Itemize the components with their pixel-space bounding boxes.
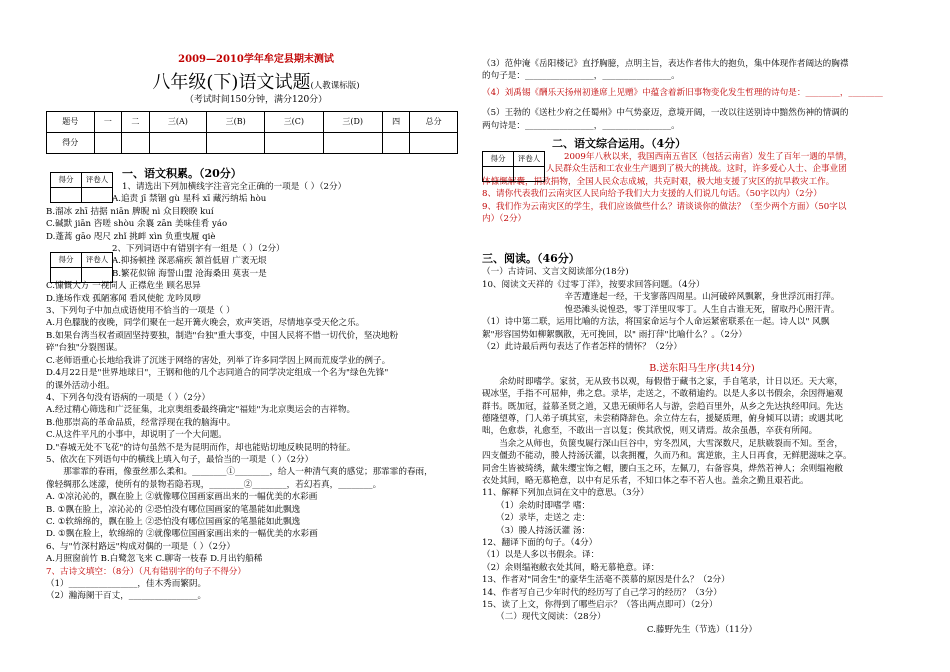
score-input-cell[interactable]: [149, 133, 207, 154]
score-table-header-row: [47, 112, 458, 133]
question-1-option: A.追责 jī 禁锢 gù 星科 xī 藏污纳垢 hòu: [112, 194, 267, 205]
passage-line: 群书。既加冠，益慕圣贤之道，又患无硕师名人与游，尝趋百里外，从乡之先达执经叩问。先达: [482, 401, 843, 412]
question-7-part[interactable]: （4）刘禹锡《酬乐天扬州初逢席上见赠》中蕴含着新旧事物变化发生哲理的诗句是：________，________: [482, 87, 883, 98]
question-5-option: C. ①软绵绵的，飘在脸上 ②恐怕没有哪位国画家的笔墨能如此飘逸: [46, 516, 301, 527]
question-10-part: （1）诗中第二联，运用比喻的方法，将国家命运与个人命运紧密联系在一起。诗人以" 风飘: [482, 317, 830, 328]
question-7-stem: 7、古诗文填空：（8分）（凡有错别字的句子不得分）: [46, 566, 246, 577]
question-7-part[interactable]: 的句子是：________________，________________。: [482, 71, 680, 82]
scorer-box-label: 得分: [483, 152, 514, 167]
passage-line: 咄，色愈恭，礼愈至，不敢出一言以复；俟其欣悦，则又请焉。故余虽愚，卒获有所闻。: [482, 426, 818, 437]
question-7-blank-line[interactable]: （1）________________，佳木秀而繁阴。: [46, 579, 207, 589]
question-3-option: B.如果台湾当权者顽固坚持要独，制造"台独"重大事变，中国人民将不惜一切代价，坚决地粉: [46, 330, 399, 341]
section-1: [46, 166, 466, 603]
scorer-box: [50, 172, 113, 203]
question-5-option: B. ①飘在脸上，凉沁沁的 ②恐怕没有哪位国画家的笔墨能如此飘逸: [46, 504, 301, 515]
question-12-item[interactable]: （2）余则缊袍敝衣处其间，略无慕艳意。译：: [482, 562, 660, 573]
question-4-option: A.经过精心筛选和广泛征集，北京奥组委最终确定"福娃"为北京奥运会的吉祥物。: [46, 405, 356, 416]
scorer-box-cell[interactable]: [82, 268, 113, 283]
scorer-box: [482, 151, 545, 182]
score-table-score-row: [47, 133, 458, 154]
question-3-option: C.老师语重心长地给我讲了沉迷于网络的害处，列举了许多同学因上网而荒废学业的例子。: [46, 355, 391, 366]
left-column: [46, 0, 466, 603]
scorer-box-label: 评卷人: [82, 173, 113, 188]
passage-line: 余幼时即嗜学。家贫，无从致书以观，每假借于藏书之家，手自笔录，计日以还。天大寒，: [499, 376, 843, 387]
score-input-cell[interactable]: [382, 133, 410, 154]
question-2-option: D.逢场作戏 孤陋寡闻 看风使舵 龙吟凤哕: [46, 293, 202, 304]
score-header-cell: 总分: [410, 112, 458, 133]
question-3-option: 碎"台独"分裂图谋。: [46, 343, 123, 354]
score-header-cell: 三(B): [207, 112, 265, 133]
question-6-stem: 6、与"竹深村路远"构成对偶的一项是（ ）（2分）: [46, 541, 236, 552]
question-15: 15、读了上文，你得到了哪些启示？（答出两点即可）（2分）: [482, 600, 718, 611]
question-1-option: C.碱默 jiān 咨嗟 shòu 余襄 zān 美味佳肴 yáo: [46, 219, 228, 230]
question-8: 8、请你代表我们云南灾区人民向给予我们大力支援的人们说几句话。（50字以内）（2分）: [482, 189, 822, 200]
scorer-box-label: 评卷人: [514, 152, 545, 167]
question-4-stem: 4、下列各句没有语病的一项是（ ）（2分）: [46, 392, 211, 403]
question-5-text: 那霏霏的春雨，像蚕丝那么柔和。________①________，给人一种清气爽的感觉；那霏霏的春雨，: [63, 467, 433, 478]
question-1-stem: 1、请选出下列加横线字注音完全正确的一项是（ ）（2分）: [122, 182, 347, 192]
poem-line: 惶恐滩头说惶恐，零丁洋里叹零丁。人生自古谁无死，留取丹心照汗青。: [564, 304, 840, 315]
scorer-box-cell[interactable]: [483, 167, 514, 182]
question-9: 内）（2分）: [482, 214, 527, 225]
question-11-item[interactable]: （3）媵人持汤沃灌 汤：: [496, 525, 591, 536]
question-4-option: B.他那崇高的革命品质，经常浮现在我的脑海中。: [46, 417, 236, 428]
question-2-option: C.慷慨大方 一视同人 正襟危坐 顾名思异: [46, 281, 201, 292]
scorer-box: [50, 252, 113, 283]
question-3-stem: 3、下列句子中加点成语使用不恰当的一项是（ ）: [46, 306, 235, 317]
question-1-option: D.蓬蒿 gāo 咫尺 zhǐ 挑衅 xìn 负重曳履 qiè: [46, 231, 216, 242]
title-block: [46, 72, 466, 94]
section-3-title: 三、阅读。（46分）: [482, 252, 580, 266]
score-input-cell[interactable]: [94, 133, 122, 154]
passage-line: 当余之从师也，负箧曳屣行深山巨谷中，穷冬烈风，大雪深数尺，足肤皲裂而不知。至舍，: [499, 438, 843, 449]
subsection-a-title: （一）古诗词、文言文阅读部分(18分): [482, 267, 629, 278]
score-input-cell[interactable]: [122, 133, 150, 154]
passage-line: 德隆望尊，门人弟子填其室，未尝稍降辞色。余立侍左右，援疑质理，俯身倾耳以请；或遇其叱: [482, 413, 843, 424]
question-9: 9、我们作为云南灾区的学生，我们应该做些什么？请谈谈你的做法？（至少两个方面）（50字以: [482, 201, 847, 212]
question-13: 13、作者对"同舍生"的豪华生活毫不羡慕的原因是什么？（2分）: [482, 575, 730, 586]
question-11-stem: 11、解释下列加点词在文中的意思。（3分）: [482, 488, 649, 499]
scorer-box-cell[interactable]: [514, 167, 545, 182]
passage-line: 四支僵劲不能动，媵人持汤沃灌，以衾拥覆，久而乃和。寓逆旅，主人日再食，无鲜肥滋味之享。: [482, 451, 852, 462]
question-4-option: D."春城无处不飞花"的诗句虽然不是为昆明而作，却也能贴切地反映昆明的特征。: [46, 442, 356, 453]
section-2-title: 二、语文综合运用。（4分）: [552, 137, 687, 151]
score-header-cell: 一: [94, 112, 122, 133]
passage-line: 同舍生皆被绮绣，戴朱缨宝饰之帽，腰白玉之环，左佩刀，右备容臭，烨然若神人；余则缊袍敝: [482, 463, 843, 474]
question-12-item[interactable]: （1）以是人多以书假余。译：: [482, 550, 600, 561]
question-4-option: C.从这件平凡的小事中，却说明了一个大问题。: [46, 430, 227, 441]
section-1-title: 一、语文积累。（20分）: [122, 167, 242, 180]
passage-title: B.送东阳马生序(共14分): [649, 363, 755, 375]
question-7-blank-line[interactable]: （2）瀚海阑干百丈，________________。: [46, 591, 207, 602]
score-header-cell: 二: [122, 112, 150, 133]
score-row-label: 得分: [47, 133, 95, 154]
time-score: （考试时间150分钟，满分120分）: [184, 95, 328, 105]
question-5-stem: 5、依次在下列语句中的横线上填入句子，最恰当的一项是（ ）（2分）: [46, 454, 314, 465]
question-2-option: B.繁花似锦 海誓山盟 沧海桑田 莫衷一是: [112, 268, 267, 279]
scorer-box-label: 得分: [51, 253, 82, 268]
score-header-cell: 题号: [47, 112, 95, 133]
section-2-text: 体慷慨解囊，捐款捐物，全国人民众志成城，共克时艰，极大地支援了灾区的抗旱救灾工作。: [482, 176, 835, 187]
question-12-stem: 12、翻译下面的句子。（4分）: [482, 538, 598, 548]
score-header-cell: 三(D): [323, 112, 382, 133]
question-3-option: D.4月22日是"世界地球日"，王钢和他的几个志同道合的同学决定组成一个名为"绿色先锋": [46, 368, 389, 379]
scorer-box-label: 评卷人: [82, 253, 113, 268]
question-7-part[interactable]: 两句诗是：________________，________________。: [482, 120, 680, 131]
question-11-item[interactable]: （2）录毕，走送之 走：: [496, 513, 591, 524]
question-3-option: 的课外活动小组。: [46, 380, 115, 391]
question-3-option: A.月色朦胧的夜晚，同学们聚在一起开篝火晚会，欢声笑语，尽情地享受天伦之乐。: [46, 318, 365, 329]
subject-title: 八年级(下)语文试题: [152, 72, 311, 93]
score-header-cell: 四: [382, 112, 410, 133]
score-header-cell: 三(A): [149, 112, 207, 133]
poem-line: 辛苦遭逢起一经，干戈寥落四周星。山河破碎风飘絮，身世浮沉雨打萍。: [564, 292, 840, 303]
score-table: [46, 111, 458, 154]
question-10-part: （2）此诗最后两句表达了作者怎样的情怀？（2分）: [482, 341, 682, 352]
question-1-option: B.溜冰 zhī 拮据 niān 脾睨 nì 众目睽睽 kuí: [46, 206, 214, 217]
question-7-part: （3）范仲淹《岳阳楼记》直抒胸臆，点明主旨，表达作者伟大的抱负，集中体现作者阔达的胸襟: [482, 59, 849, 69]
section-2-text: 2009年八秋以来，我国西南五省区（包括云南省）发生了百年一遇的旱情，: [564, 152, 853, 163]
question-2-option: A.抑扬顿挫 深恶痛疾 颔首低眉 广袤无垠: [112, 256, 267, 267]
question-6-options: A.月照窗前竹 B.白鹭忽飞来 C.聊寄一枝春 D.月出钓船稀: [46, 554, 263, 565]
passage-line: 砚冰坚，手指不可屈伸，弗之怠。录毕，走送之，不敢稍逾约。以是人多以书假余，余因得遍观: [482, 389, 843, 400]
question-7-continued: [482, 58, 922, 132]
scorer-box-cell[interactable]: [51, 188, 82, 203]
section-2: [482, 151, 922, 225]
score-input-cell[interactable]: [265, 133, 324, 154]
question-5-text: 像轻绸那么迷濛，使所有的景物若隐若现，________②________，若幻若真，________。: [46, 479, 382, 490]
passage-line: 衣处其间，略无慕艳意，以中有足乐者，不知口体之奉不若人也。盖余之勤且艰若此。: [482, 475, 809, 486]
question-2-stem: 2、下列词语中有错别字有一组是（ ）（2分）: [112, 244, 285, 255]
next-passage-title: C.藤野先生（节选）（11分）: [646, 624, 758, 635]
exam-title: 2009—2010学年牟定县期末测试: [178, 54, 334, 65]
question-7-part: （5）王勃的《送杜少府之任蜀州》中气势豪迈，意境开阔，一改以往送别诗中黯然伤神的情调的: [482, 108, 849, 119]
score-input-cell[interactable]: [410, 133, 458, 154]
question-5-option: D. ①飘在脸上，软绵绵的 ②就像哪位国画家画出来的一幅优美的水彩画: [46, 529, 318, 540]
question-10-part: 絮"形容国势如柳絮飘散，无可挽回，以" 雨打萍"比喻什么？。（2分）: [482, 329, 747, 340]
question-14: 14、作者写自己少年时代的经历写了自己学习的经历？（3分）: [482, 587, 722, 598]
score-input-cell[interactable]: [207, 133, 265, 154]
subsection-b-title: （二）现代文阅读：（28分）: [496, 612, 606, 623]
scorer-box-cell[interactable]: [51, 268, 82, 283]
question-10-stem: 10、阅读文天祥的《过零丁洋》，按要求回答问题。（4分）: [482, 279, 705, 290]
question-11-item[interactable]: （1）余幼时即嗜学 嗜：: [496, 500, 591, 511]
section-2-text: 人民群众生活和工农业生产遇到了极大的挑战。这时，许多爱心人士、企事业团: [546, 164, 847, 175]
score-input-cell[interactable]: [323, 133, 382, 154]
edition-label: (人教课标版): [310, 81, 360, 91]
score-header-cell: 三(C): [265, 112, 324, 133]
right-column: [482, 0, 922, 636]
question-5-option: A. ①凉沁沁的，飘在脸上 ②就像哪位国画家画出来的一幅优美的水彩画: [46, 492, 318, 503]
scorer-box-cell[interactable]: [82, 188, 113, 203]
scorer-box-label: 得分: [51, 173, 82, 188]
